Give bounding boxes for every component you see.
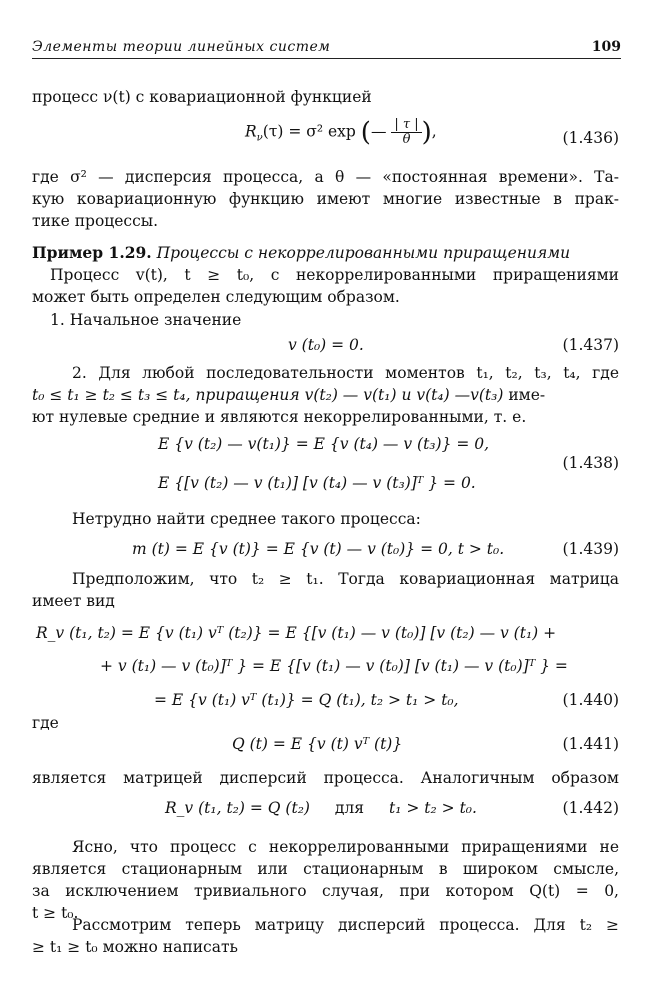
eq-1436-minus: — [370,122,387,141]
paragraph-1: процесс ν(t) с ковариационной функцией [32,88,372,106]
eq-1436-lhs: R [245,122,257,141]
paragraph-2-line-1: где σ² — дисперсия процесса, а θ — «постоянная времени». Та- [32,168,619,186]
eq-number-1442: (1.442) [562,799,619,817]
equation-1442 [165,797,477,819]
equation-1438-b: E {[v (t₂) — v (t₁)] [v (t₄) — v (t₃)]ᵀ } = 0. [158,474,476,492]
eq-1436-mid: (τ) = σ² exp [262,122,356,141]
paragraph-4: 1. Начальное значение [50,311,242,329]
eq-1442-lhs: R_v (t₁, t₂) = Q (t₂) [165,799,310,817]
eq-number-1441: (1.441) [562,735,619,753]
example-label: Пример 1.29. [32,243,152,262]
paragraph-11-line-2: ≥ t₁ ≥ t₀ можно написать [32,938,238,956]
paragraph-7-line-2: имеет вид [32,592,115,610]
equation-1440-b: + v (t₁) — v (t₀)]ᵀ } = E {[v (t₁) — v (t₀)] [v (t₁) — v (t₀)]ᵀ } = [100,657,568,675]
paragraph-7-line-1: Предположим, что t₂ ≥ t₁. Тогда ковариационная матрица [72,570,619,588]
equation-1440-a: R_v (t₁, t₂) = E {v (t₁) vᵀ (t₂)} = E {[v (t₁) — v (t₀)] [v (t₂) — v (t₁) + [36,624,557,642]
paragraph-11-line-1: Рассмотрим теперь матрицу дисперсий процесса. Для t₂ ≥ [72,916,619,934]
eq-1436-fraction [391,118,421,147]
running-title: Элементы теории линейных систем [32,39,331,55]
equation-1438-a: E {v (t₂) — v(t₁)} = E {v (t₄) — v (t₃)} = 0, [158,435,490,453]
paragraph-6: Нетрудно найти среднее такого процесса: [72,510,421,528]
paragraph-8: где [32,714,59,732]
paragraph-3-line-1: Процесс v(t), t ≥ t₀, с некоррелированными приращениями [50,266,619,284]
paragraph-2-line-2: кую ковариационную функцию имеют многие известные в прак- [32,190,619,208]
paragraph-5-line-1: 2. Для любой последовательности моментов t₁, t₂, t₃, t₄, где [72,364,619,382]
paragraph-10-line-2: является стационарным или стационарным в широком смысле, [32,860,619,878]
equation-1439: m (t) = E {v (t)} = E {v (t) — v (t₀)} = 0, t > t₀. [132,540,505,558]
eq-number-1439: (1.439) [562,540,619,558]
eq-1436-frac-num: | τ | [391,118,421,133]
paragraph-10-line-1: Ясно, что процесс с некоррелированными приращениями не [72,838,619,856]
equation-1441: Q (t) = E {v (t) vᵀ (t)} [232,735,403,753]
paragraph-3-line-2: может быть определен следующим образом. [32,288,400,306]
eq-number-1436: (1.436) [562,129,619,147]
page-number: 109 [591,39,621,55]
equation-1440-c: = E {v (t₁) vᵀ (t₁)} = Q (t₁), t₂ > t₁ > t₀, [154,691,459,709]
p5-hyphen: име- [508,386,546,404]
eq-1436-frac-den: θ [402,132,411,147]
eq-number-1438: (1.438) [562,454,619,472]
paragraph-10-line-3: за исключением тривиального случая, при котором Q(t) = 0, [32,882,619,900]
eq-1442-for: для [334,799,365,817]
paragraph-5-line-3: ют нулевые средние и являются некоррелированными, т. е. [32,408,527,426]
p5-increments: приращения v(t₂) — v(t₁) и v(t₄) —v(t₃) [195,386,504,404]
example-title: Процессы с некоррелированными приращениями [156,244,571,262]
paragraph-10-line-4: t ≥ t₀. [32,904,79,922]
paragraph-5-line-2 [32,384,619,406]
paragraph-2-line-3: тике процессы. [32,212,159,230]
equation-1436: $R_\nu(\tau) = \sigma^2$ exp (— $\frac{| \tau |}{\theta}$ ), [245,117,437,148]
example-heading [32,242,619,264]
eq-number-1437: (1.437) [562,336,619,354]
paragraph-9: является матрицей дисперсий процесса. Аналогичным образом [32,769,619,787]
equation-1437: v (t₀) = 0. [288,336,364,354]
eq-number-1440: (1.440) [562,691,619,709]
eq-1436-sub: ν [256,132,263,144]
eq-1442-cond: t₁ > t₂ > t₀. [389,799,477,817]
running-header [32,36,621,59]
p5-condition: t₀ ≤ t₁ ≥ t₂ ≤ t₃ ≤ t₄, [32,386,191,404]
